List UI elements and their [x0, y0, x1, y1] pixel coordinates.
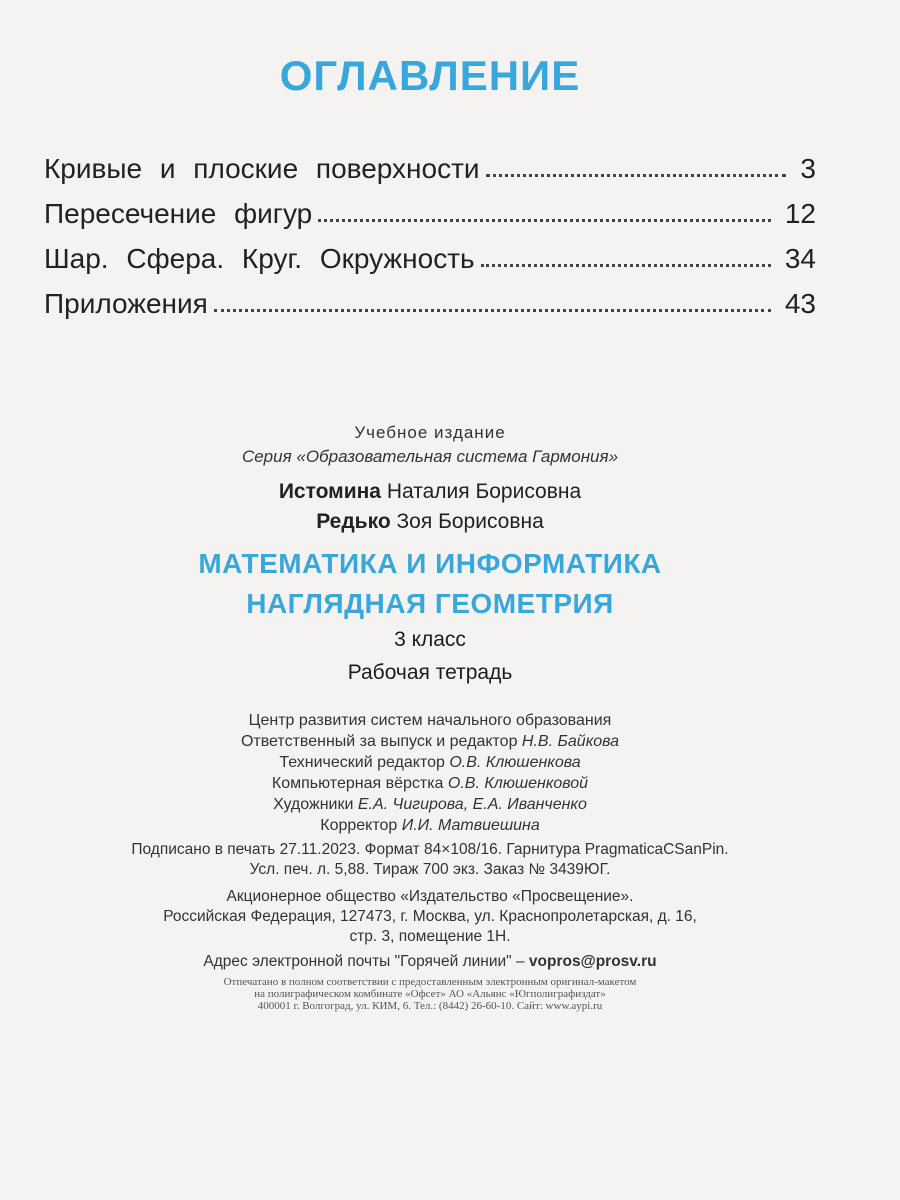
- author-name: Зоя Борисовна: [396, 510, 544, 533]
- credit-line: [0, 754, 860, 772]
- toc-leader-dots: [486, 174, 787, 177]
- publisher-line: стр. 3, помещение 1Н.: [349, 928, 511, 945]
- credit-person: Н.В. Байкова: [521, 733, 620, 750]
- toc-entry-page: 34: [784, 243, 816, 274]
- author-line: [0, 480, 860, 504]
- printer-line: Отпечатано в полном соответствии с предоставленным электронным оригинал-макетом: [223, 976, 637, 988]
- toc-entry-page: 12: [784, 198, 816, 229]
- credit-line: [0, 796, 860, 814]
- toc-title: ОГЛАВЛЕНИЕ: [279, 52, 581, 99]
- series-line: Серия «Образовательная система Гармония»: [241, 447, 619, 466]
- toc-leader-dots: [318, 219, 771, 222]
- credit-role: Художники: [273, 796, 354, 813]
- author-name: Наталия Борисовна: [386, 480, 582, 503]
- credit-person: О.В. Клюшенкова: [449, 754, 581, 771]
- toc-entry-page: 3: [800, 153, 816, 184]
- hotline-email-line: [0, 953, 860, 971]
- print-spec-line: Усл. печ. л. 5,88. Тираж 700 экз. Заказ № 3439ЮГ.: [249, 861, 611, 878]
- author-line: [0, 510, 860, 534]
- email-link[interactable]: vopros@prosv.ru: [528, 953, 657, 970]
- printer-line: на полиграфическом комбинате «Офсет» АО «Альянс «Югполиграфиздат»: [254, 988, 606, 1000]
- publisher-line: Российская Федерация, 127473, г. Москва, ул. Краснопролетарская, д. 16,: [163, 908, 697, 925]
- book-title-line-1: МАТЕМАТИКА И ИНФОРМАТИКА: [198, 548, 662, 579]
- toc-leader-dots: [481, 264, 771, 267]
- toc-leader-dots: [214, 309, 771, 312]
- credit-line: [0, 733, 860, 751]
- credit-person: О.В. Клюшенковой: [447, 775, 589, 792]
- credit-role: Центр развития систем начального образования: [248, 712, 612, 729]
- toc-entry[interactable]: [44, 275, 816, 320]
- toc-entry-page: 43: [784, 288, 816, 319]
- credit-role: Технический редактор: [279, 754, 445, 771]
- toc-entry-label: Пересечение фигур: [44, 198, 313, 229]
- print-spec-line: Подписано в печать 27.11.2023. Формат 84×108/16. Гарнитура PragmaticaCSanPin.: [131, 841, 729, 858]
- toc-entry[interactable]: [44, 185, 816, 230]
- publisher-line: Акционерное общество «Издательство «Просвещение».: [226, 888, 634, 905]
- credit-person: И.И. Матвиешина: [401, 817, 540, 834]
- toc-entry-label: Кривые и плоские поверхности: [44, 153, 480, 184]
- credit-line: [0, 775, 860, 793]
- credit-person: Е.А. Чигирова, Е.А. Иванченко: [357, 796, 587, 813]
- toc-entry[interactable]: [44, 230, 816, 275]
- toc-entry-label: Шар. Сфера. Круг. Окружность: [44, 243, 475, 274]
- book-title-line-2: НАГЛЯДНАЯ ГЕОМЕТРИЯ: [246, 588, 614, 619]
- credit-role: Компьютерная вёрстка: [271, 775, 444, 792]
- credit-line: [0, 817, 860, 835]
- author-surname: Редько: [316, 510, 391, 533]
- book-type-label: Рабочая тетрадь: [347, 661, 513, 684]
- toc-entry[interactable]: [44, 140, 816, 185]
- toc-entry-label: Приложения: [44, 288, 208, 319]
- credit-role: Корректор: [320, 817, 398, 834]
- printer-line: 400001 г. Волгоград, ул. КИМ, 6. Тел.: (8442) 26-60-10. Сайт: www.aypi.ru: [257, 1000, 603, 1012]
- author-surname: Истомина: [278, 480, 381, 503]
- grade-label: 3 класс: [394, 628, 466, 651]
- table-of-contents: [44, 140, 816, 320]
- credit-line: [0, 712, 860, 730]
- email-label: Адрес электронной почты "Горячей линии" –: [203, 953, 525, 970]
- edition-type: Учебное издание: [354, 423, 506, 442]
- credit-role: Ответственный за выпуск и редактор: [240, 733, 518, 750]
